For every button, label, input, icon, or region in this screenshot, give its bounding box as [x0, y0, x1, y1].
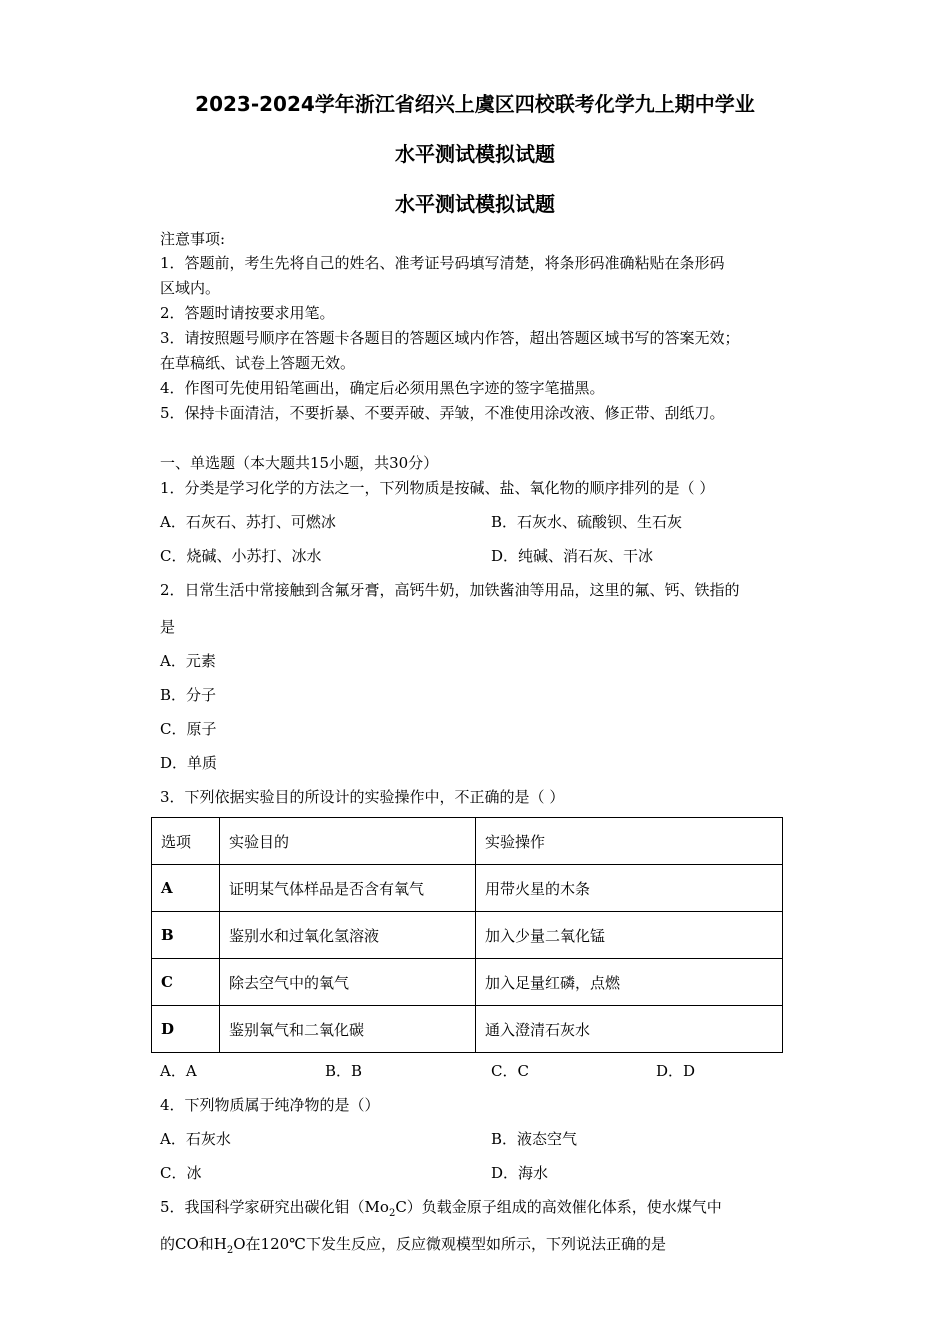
table-header-cell: 实验操作 [476, 818, 783, 865]
title-line-1: 2023-2024学年浙江省绍兴上虞区四校联考化学九上期中学业 [195, 92, 755, 116]
q4-stem: 4．下列物质属于纯净物的是（） [160, 1096, 380, 1114]
q1-option-b: B．石灰水、硫酸钡、生石灰 [491, 513, 683, 531]
q4-option-b: B．液态空气 [491, 1130, 578, 1148]
q3-option-a: A．A [160, 1062, 197, 1080]
table-cell-purpose: 证明某气体样品是否含有氧气 [220, 865, 476, 912]
q2-option-c: C．原子 [160, 720, 217, 738]
q1-stem: 1．分类是学习化学的方法之一，下列物质是按碱、盐、氧化物的顺序排列的是（ ） [160, 479, 715, 497]
table-row [152, 959, 783, 1006]
section-heading: 一、单选题（本大题共15小题，共30分） [160, 454, 439, 472]
notice-heading: 注意事项: [160, 230, 226, 248]
q5-text: C）负载金原子组成的高效催化体系，使水煤气中 [395, 1198, 722, 1216]
table-cell-operation: 加入足量红磷，点燃 [476, 959, 783, 1006]
q5-subscript: 2 [388, 1208, 396, 1219]
table-cell-purpose: 除去空气中的氧气 [220, 959, 476, 1006]
notice-item: 在草稿纸、试卷上答题无效。 [160, 354, 356, 372]
q3-experiment-table [151, 817, 783, 1053]
table-cell-option: B [152, 912, 220, 959]
title-line-2: 水平测试模拟试题 [395, 142, 555, 166]
q4-option-c: C．冰 [160, 1164, 202, 1182]
table-cell-operation: 通入澄清石灰水 [476, 1006, 783, 1053]
q3-option-d: D．D [656, 1062, 696, 1080]
q1-option-a: A．石灰石、苏打、可燃冰 [160, 513, 336, 531]
table-cell-operation: 加入少量二氧化锰 [476, 912, 783, 959]
table-row [152, 865, 783, 912]
title-line-3: 水平测试模拟试题 [395, 192, 555, 216]
table-header-cell: 选项 [152, 818, 220, 865]
table-cell-option: C [152, 959, 220, 1006]
table-cell-purpose: 鉴别氧气和二氧化碳 [220, 1006, 476, 1053]
q5-text: O在120℃下发生反应，反应微观模型如所示，下列说法正确的是 [233, 1235, 666, 1253]
q2-stem-line-1: 2．日常生活中常接触到含氟牙膏，高钙牛奶，加铁酱油等用品，这里的氟、钙、铁指的 [160, 581, 740, 599]
q4-option-a: A．石灰水 [160, 1130, 231, 1148]
table-header-row [152, 818, 783, 865]
table-row [152, 912, 783, 959]
table-header-cell: 实验目的 [220, 818, 476, 865]
notice-item: 3．请按照题号顺序在答题卡各题目的答题区域内作答，超出答题区域书写的答案无效； [160, 329, 740, 347]
q1-option-d: D．纯碱、消石灰、干冰 [491, 547, 654, 565]
q5-subscript: 2 [226, 1245, 234, 1256]
q2-stem-line-2: 是 [160, 618, 176, 636]
q2-option-b: B．分子 [160, 686, 217, 704]
notice-item: 2．答题时请按要求用笔。 [160, 304, 335, 322]
q3-option-b: B．B [325, 1062, 363, 1080]
notice-item: 1．答题前，考生先将自己的姓名、准考证号码填写清楚，将条形码准确粘贴在条形码 [160, 254, 725, 272]
notice-item: 5．保持卡面清洁，不要折暴、不要弄破、弄皱，不准使用涂改液、修正带、刮纸刀。 [160, 404, 725, 422]
q3-stem: 3．下列依据实验目的所设计的实验操作中，不正确的是（ ） [160, 788, 565, 806]
q3-option-c: C．C [491, 1062, 529, 1080]
q5-stem-line-1 [160, 1196, 722, 1219]
table-cell-operation: 用带火星的木条 [476, 865, 783, 912]
q5-text: 的CO和H [160, 1235, 227, 1253]
q4-option-d: D．海水 [491, 1164, 549, 1182]
q5-text: 5．我国科学家研究出碳化钼（Mo [160, 1198, 389, 1216]
q5-stem-line-2 [160, 1233, 666, 1256]
q1-option-c: C．烧碱、小苏打、冰水 [160, 547, 322, 565]
table-cell-option: D [152, 1006, 220, 1053]
notice-item: 4．作图可先使用铅笔画出，确定后必须用黑色字迹的签字笔描黑。 [160, 379, 605, 397]
table-cell-purpose: 鉴别水和过氧化氢溶液 [220, 912, 476, 959]
q2-option-d: D．单质 [160, 754, 218, 772]
q2-option-a: A．元素 [160, 652, 216, 670]
table-row [152, 1006, 783, 1053]
notice-item: 区域内。 [160, 279, 221, 297]
table-cell-option: A [152, 865, 220, 912]
